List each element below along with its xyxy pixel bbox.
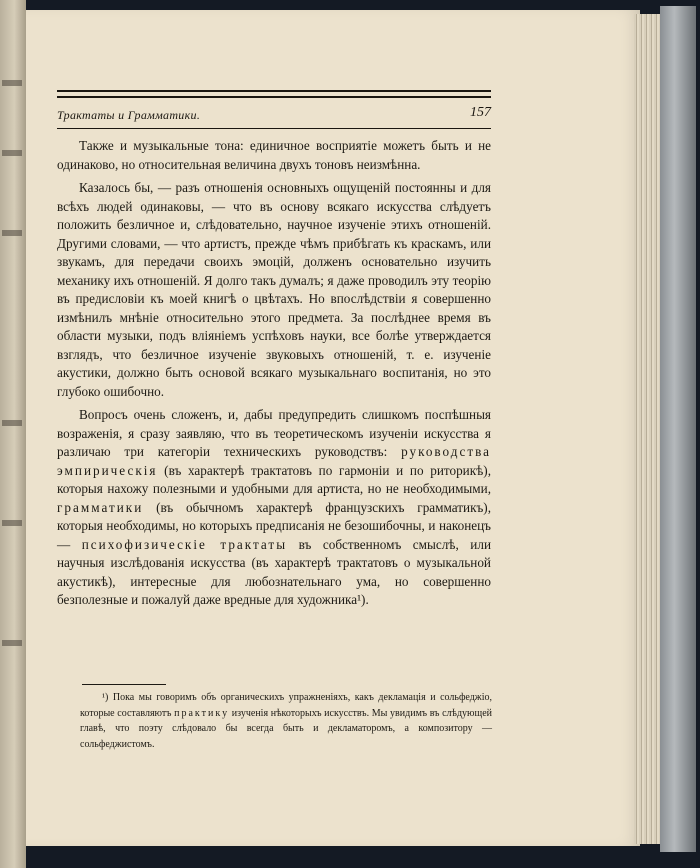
footnote-reference: ¹). [357,592,369,607]
spaced-term: психофизическіе трактаты [81,536,288,552]
body-text [57,137,491,610]
left-page-fragment [2,640,22,646]
left-page-edge [0,0,26,868]
book-cover-edge [660,6,696,852]
left-page-fragment [2,420,22,426]
spaced-term: практику [174,707,230,719]
spaced-term: руководства эмпирическія [57,444,491,478]
paragraph-text: въ собственномъ смыслѣ, или научныя изслѣдованія искусства (въ характерѣ трактатовъ о музыкальной акустикѣ), интересные для любознательнаго ума, но совершенно безполезные и пожалуй даже вредные для художника [57,536,491,607]
left-page-fragment [2,150,22,156]
running-header [57,104,491,126]
spaced-term: грамматики [57,499,144,515]
left-page-fragment [2,230,22,236]
paragraph [57,406,491,610]
header-rule-bottom [57,128,491,129]
footnote [80,690,492,752]
paragraph-text: (въ характерѣ трактатовъ по гармоніи и по риторикѣ), которыя нахожу полезными и удобными для артиста, но не необходимыми, [57,462,491,496]
running-title: Трактаты и Грамматики. [57,108,201,122]
footnote-text: ¹) Пока мы говоримъ объ органическихъ упражненіяхъ, какъ декламація и сольфеджіо, которые составляютъ [80,692,492,719]
page-number: 157 [470,105,491,120]
header-rule-top [57,90,491,98]
left-page-fragment [2,520,22,526]
footnote-text: изученія нѣкоторыхъ искусствъ. Мы увидимъ въ слѣдующей главѣ, что поэту слѣдовало бы всегда быть и декламаторомъ, а композитору — сольфеджистомъ. [80,707,492,750]
paragraph: Также и музыкальные тона: единичное восприятіе можетъ быть и не одинаково, но относительная величина двухъ тоновъ неизмѣнна. [57,138,491,172]
left-page-fragment [2,80,22,86]
footnote-rule [82,684,166,685]
paragraph-text: (въ обычномъ характерѣ французскихъ грамматикъ), которыя необходимы, но которыхъ предписанія не безошибочны, и наконецъ — [57,499,491,552]
paragraph-text: Вопросъ очень сложенъ, и, дабы предупредить слишкомъ поспѣшныя возраженія, я сразу заявляю, что въ теоретическомъ изученіи искусства я различаю три категоріи техническихъ руководствъ: [57,407,491,459]
paragraph: Казалось бы, — разъ отношенія основныхъ ощущеній постоянны и для всѣхъ людей одинаковы, — что въ основу всякаго искусства слѣдуетъ положить безличное и, слѣдовательно, научное изученіе этихъ отношеній. Другими словами, — что артистъ, прежде чѣмъ прибѣгать къ краскамъ, или звукамъ, для передачи своихъ эмоцій, долженъ основательно изучить механику ихъ отношеній. Я долго такъ думалъ; я даже проводилъ эту теорію въ предисловіи къ моей книгѣ о цвѣтахъ. Но впослѣдствіи я совершенно измѣнилъ мнѣніе относительно этого предмета. За послѣднее время въ области музыки, подъ вліяніемъ успѣховъ науки, все болѣе утверждается взглядъ, что безличное изученіе звуковыхъ отношеній, т. е. изученіе акустики, должно быть основой всякаго музыкальнаго воспитанія, но это глубоко ошибочно. [57,180,491,399]
